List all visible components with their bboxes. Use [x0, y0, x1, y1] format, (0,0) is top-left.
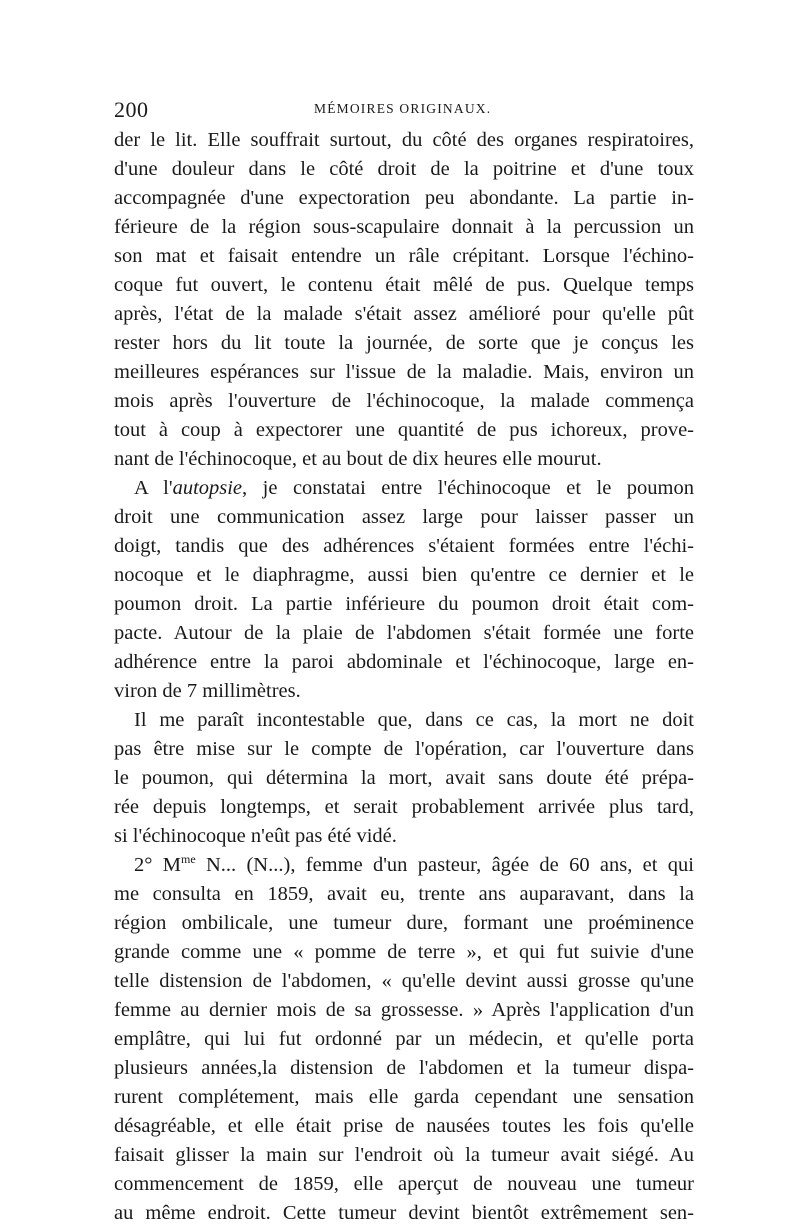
text-line: rester hors du lit toute la journée, de sorte que je conçus les	[114, 332, 694, 354]
text-line: tout à coup à expectorer une quantité de pus ichoreux, prove-	[114, 419, 694, 441]
text-line: der le lit. Elle souffrait surtout, du côté des organes respiratoires,	[114, 129, 694, 151]
text-line: faisait glisser la main sur l'endroit où la tumeur avait siégé. Au	[114, 1144, 694, 1166]
autopsy-emphasis: autopsie	[172, 477, 243, 499]
text-line: accompagnée d'une expectoration peu abondante. La partie in-	[114, 187, 694, 209]
case2-prefix: 2° M	[134, 854, 181, 876]
text-line: adhérence entre la paroi abdominale et l'échinocoque, large en-	[114, 651, 694, 673]
text-line: droit une communication assez large pour laisser passer un	[114, 506, 694, 528]
text-line: poumon droit. La partie inférieure du poumon droit était com-	[114, 593, 694, 615]
page-number: 200	[114, 97, 149, 122]
body-text	[114, 126, 694, 1228]
text-line: rée depuis longtemps, et serait probablement arrivée plus tard,	[114, 796, 694, 818]
autopsy-prefix: A l'	[134, 477, 173, 499]
text-line: d'une douleur dans le côté droit de la poitrine et d'une toux	[114, 158, 694, 180]
autopsy-line	[114, 474, 694, 503]
text-line: si l'échinocoque n'eût pas été vidé.	[114, 825, 397, 847]
text-line: Il me paraît incontestable que, dans ce cas, la mort ne doit	[134, 709, 694, 731]
text-line: mois après l'ouverture de l'échinocoque, la malade commença	[114, 390, 694, 412]
text-line: plusieurs années,la distension de l'abdomen et la tumeur dispa-	[114, 1057, 694, 1079]
case2-line	[114, 851, 694, 880]
text-line: coque fut ouvert, le contenu était mêlé de pus. Quelque temps	[114, 274, 694, 296]
text-line: femme au dernier mois de sa grossesse. » Après l'application d'un	[114, 999, 694, 1021]
text-line: emplâtre, qui lui fut ordonné par un médecin, et qu'elle porta	[114, 1028, 694, 1050]
text-line: région ombilicale, une tumeur dure, formant une proéminence	[114, 912, 694, 934]
text-line: rurent complétement, mais elle garda cependant une sensation	[114, 1086, 694, 1108]
text-line: me consulta en 1859, avait eu, trente ans auparavant, dans la	[114, 883, 694, 905]
text-line: nant de l'échinocoque, et au bout de dix heures elle mourut.	[114, 448, 602, 470]
text-line: meilleures espérances sur l'issue de la maladie. Mais, environ un	[114, 361, 694, 383]
page-header	[114, 97, 694, 123]
text-line: nocoque et le diaphragme, aussi bien qu'entre ce dernier et le	[114, 564, 694, 586]
text-line: commencement de 1859, elle aperçut de nouveau une tumeur	[114, 1173, 694, 1195]
text-line: son mat et faisait entendre un râle crépitant. Lorsque l'échino-	[114, 245, 694, 267]
text-line: doigt, tandis que des adhérences s'étaient formées entre l'échi-	[114, 535, 694, 557]
text-line: désagréable, et elle était prise de nausées toutes les fois qu'elle	[114, 1115, 694, 1137]
text-line: après, l'état de la malade s'était assez amélioré pour qu'elle pût	[114, 303, 694, 325]
text-line: pacte. Autour de la plaie de l'abdomen s'était formée une forte	[114, 622, 694, 644]
text-line: le poumon, qui détermina la mort, avait sans doute été prépa-	[114, 767, 694, 789]
case2-suffix: N... (N...), femme d'un pasteur, âgée de 60 ans, et qui	[195, 854, 694, 876]
text-line: telle distension de l'abdomen, « qu'elle devint aussi grosse qu'une	[114, 970, 694, 992]
autopsy-suffix: , je constatai entre l'échinocoque et le poumon	[242, 477, 695, 499]
case2-superscript: me	[181, 852, 196, 867]
text-line: férieure de la région sous-scapulaire donnait à la percussion un	[114, 216, 694, 238]
text-line: au même endroit. Cette tumeur devint bientôt extrêmement sen-	[114, 1202, 694, 1224]
text-line: grande comme une « pomme de terre », et qui fut suivie d'une	[114, 941, 694, 963]
running-title: MÉMOIRES ORIGINAUX.	[314, 101, 492, 116]
text-line: viron de 7 millimètres.	[114, 680, 301, 702]
text-line: pas être mise sur le compte de l'opération, car l'ouverture dans	[114, 738, 694, 760]
